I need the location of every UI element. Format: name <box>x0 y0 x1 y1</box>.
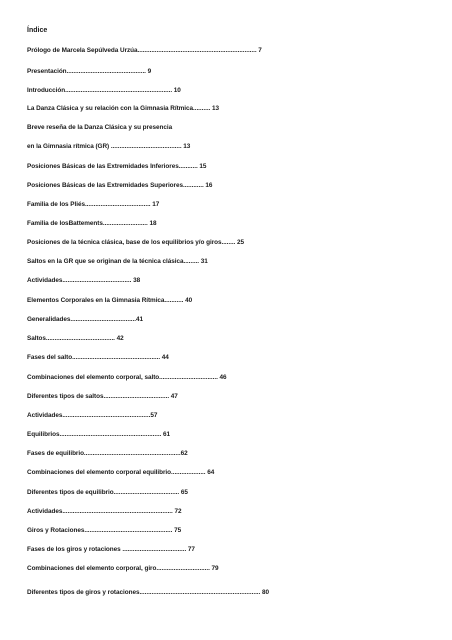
toc-entry: en la Gimnasia rítmica (GR) ......................................... 13 <box>27 143 191 150</box>
toc-entry: Equilibrios........................................................... 61 <box>27 431 171 438</box>
toc-entry: Fases de los giros y rotaciones ..................................... 77 <box>27 546 195 553</box>
toc-title: Índice <box>27 27 48 34</box>
toc-entry: Prólogo de Marcela Sepúlveda Urzúa..................................................................... 7 <box>27 47 262 54</box>
toc-entry: Introducción.............................................................. 10 <box>27 87 181 94</box>
toc-entry: Actividades...................................................57 <box>27 412 158 419</box>
toc-entry: Fases del salto................................................... 44 <box>27 354 169 361</box>
toc-entry: Diferentes tipos de saltos...................................... 47 <box>27 393 178 400</box>
toc-entry: Combinaciones del elemento corporal, giro............................... 79 <box>27 565 219 572</box>
toc-entry: Elementos Corporales en la Gimnasia Rítmica........... 40 <box>27 297 193 304</box>
toc-entry: Diferentes tipos de giros y rotaciones...................................................................... 80 <box>27 589 269 596</box>
toc-entry: La Danza Clásica y su relación con la Gimnasia Rítmica.......... 13 <box>27 105 219 112</box>
toc-entry: Combinaciones del elemento corporal, salto.................................. 46 <box>27 374 227 381</box>
toc-entry: Familia de losBattements.......................... 18 <box>27 220 157 227</box>
toc-entry: Actividades................................................................ 72 <box>27 508 182 515</box>
toc-entry: Combinaciones del elemento corporal equilibrio.................... 64 <box>27 469 215 476</box>
toc-entry: Presentación.............................................. 9 <box>27 68 152 75</box>
toc-entry: Fases de equilibrio........................................................62 <box>27 450 188 457</box>
toc-entry: Actividades........................................ 38 <box>27 277 141 284</box>
toc-entry: Generalidades......................................41 <box>27 316 143 323</box>
toc-entry: Breve reseña de la Danza Clásica y su presencia <box>27 124 173 131</box>
toc-entry: Saltos........................................ 42 <box>27 335 124 342</box>
toc-entry: Posiciones Básicas de las Extremidades Inferiores........... 15 <box>27 163 207 170</box>
toc-entry: Giros y Rotaciones................................................... 75 <box>27 527 182 534</box>
toc-entry: Posiciones Básicas de las Extremidades Superiores............ 16 <box>27 182 213 189</box>
toc-entry: Diferentes tipos de equilibrio...................................... 65 <box>27 489 188 496</box>
toc-entry: Posiciones de la técnica clásica, base de los equilibrios y/o giros........ 25 <box>27 239 245 246</box>
toc-entry: Saltos en la GR que se originan de la técnica clásica......... 31 <box>27 258 208 265</box>
toc-entry: Familia de los Pliés...................................... 17 <box>27 201 160 208</box>
